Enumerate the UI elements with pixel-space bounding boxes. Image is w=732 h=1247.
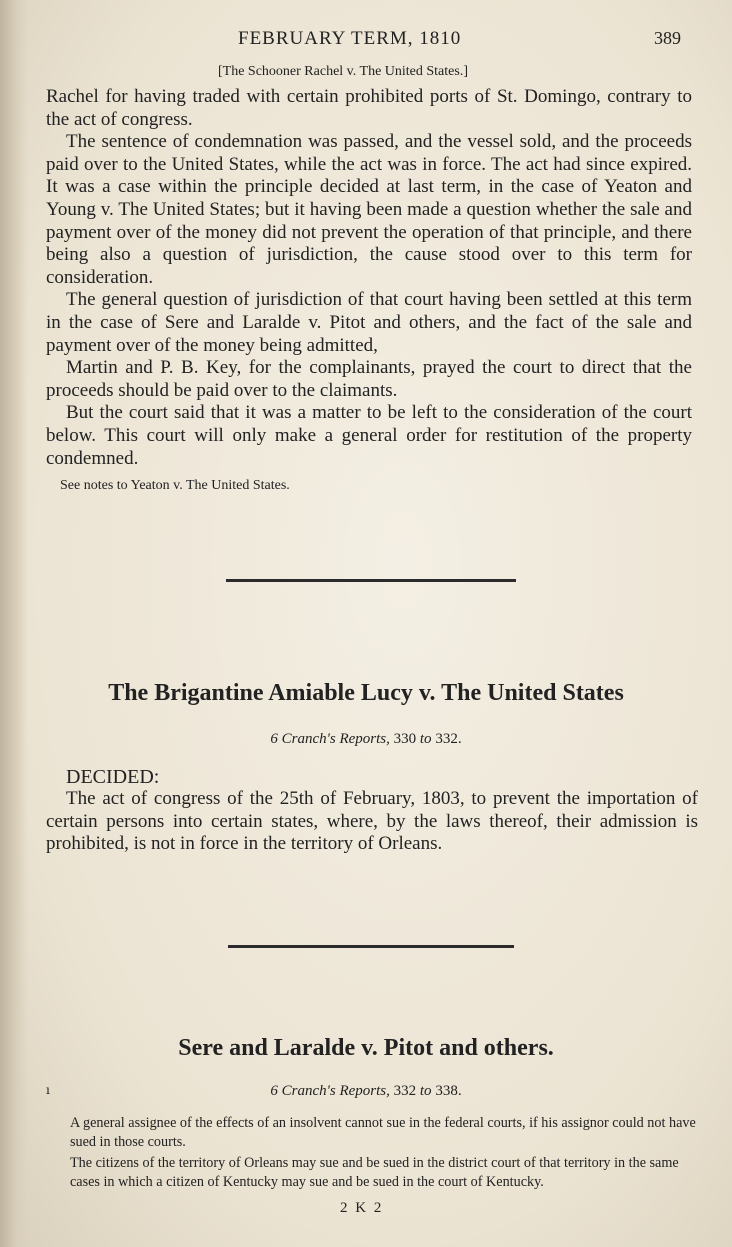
citation-source: 6 Cranch's Reports, [270,731,390,747]
citation-end-page: 338. [435,1083,462,1099]
decided-heading: DECIDED: [66,766,160,788]
headnote: The citizens of the territory of Orleans may sue and be sued in the district court of that territory in the same cases in which a citizen of Kentucky may sue and be sued in the court of Kentucky. [70,1155,679,1190]
case3-headnotes [50,1114,700,1194]
case3-title: Sere and Laralde v. Pitot and others. [178,1035,554,1061]
case2-title: The Brigantine Amiable Lucy v. The United States [108,680,624,706]
case1-paragraph: The sentence of condemnation was passed, and the vessel sold, and the proceeds paid over to the United States, while the act was in force. The act had since expired. It was a case within the principle decided at last term, in the case of Yeaton and Young v. The United States; but it having been made a question whether the sale and payment over of the money did not prevent the operation of that principle, and there being also a question of jurisdiction, the cause stood over to this term for consideration. [46,131,692,288]
case1-paragraph: The general question of jurisdiction of that court having been settled at this term in the case of Sere and Laralde v. Pitot and others, and the fact of the sale and payment over of the money being admitted, [46,289,692,356]
margin-mark: ı [46,1083,50,1097]
case2-citation [0,731,732,748]
decided-text [46,788,698,856]
headnote: A general assignee of the effects of an insolvent cannot sue in the federal courts, if his assignor could not have sued in those courts. [70,1115,696,1150]
section-divider [226,579,516,582]
running-head: FEBRUARY TERM, 1810 [238,28,462,49]
citation-to: to [419,1083,432,1099]
case1-paragraph: Rachel for having traded with certain prohibited ports of St. Domingo, contrary to the act of congress. [46,86,692,130]
case1-body [46,86,692,470]
case3-citation [0,1083,732,1100]
decided-paragraph: The act of congress of the 25th of February, 1803, to prevent the importation of certain persons into certain states, where, by the laws thereof, their admission is prohibited, is not in force in the territory of Orleans. [46,788,698,854]
signature-mark: 2 K 2 [340,1200,384,1216]
citation-start-page: 330 [393,731,417,747]
section-divider [228,945,514,948]
page-number: 389 [654,28,681,48]
case1-paragraph: But the court said that it was a matter to be left to the consideration of the court below. This court will only make a general order for restitution of the property condemned. [46,402,692,469]
citation-start-page: 332 [393,1083,417,1099]
case1-footnote: See notes to Yeaton v. The United States. [60,478,290,493]
case-caption: [The Schooner Rachel v. The United States.] [218,64,468,79]
citation-to: to [419,731,432,747]
citation-source: 6 Cranch's Reports, [270,1083,390,1099]
citation-end-page: 332. [435,731,462,747]
case1-paragraph: Martin and P. B. Key, for the complainants, prayed the court to direct that the proceeds should be paid over to the claimants. [46,357,692,401]
